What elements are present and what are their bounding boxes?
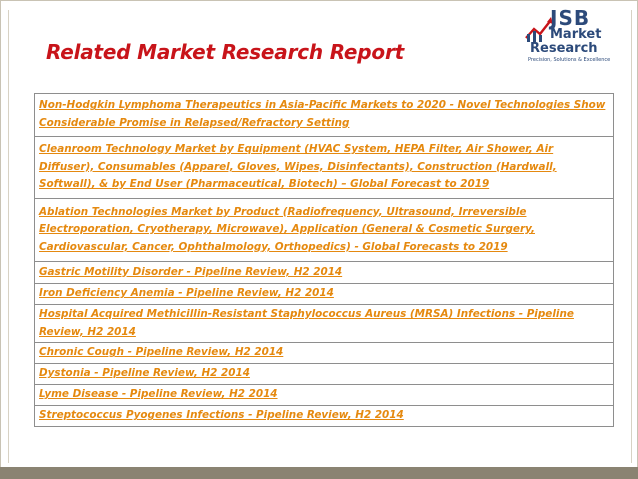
reports-table	[34, 93, 614, 427]
report-link[interactable]: Dystonia - Pipeline Review, H2 2014	[39, 367, 250, 380]
table-row	[35, 94, 614, 137]
report-cell	[35, 305, 614, 343]
report-link[interactable]: Cleanroom Technology Market by Equipment (HVAC System, HEPA Filter, Air Shower, Air Diffuser), Consumables (Apparel, Gloves, Wipes, Disinfectants), Construction (Hardwall, Softwall), & by End User (Pharmaceutical, Biotech) – Global Forecast to 2019	[39, 143, 557, 191]
logo-tagline: Precision, Solutions & Excellence	[528, 57, 611, 63]
report-cell	[35, 199, 614, 262]
report-cell	[35, 343, 614, 364]
table-row	[35, 284, 614, 305]
table-row	[35, 305, 614, 343]
report-cell	[35, 364, 614, 385]
report-link[interactable]: Hospital Acquired Methicillin-Resistant Staphylococcus Aureus (MRSA) Infections - Pipeline Review, H2 2014	[39, 308, 574, 338]
table-row	[35, 406, 614, 427]
company-logo	[524, 6, 634, 72]
report-link[interactable]: Non-Hodgkin Lymphoma Therapeutics in Asia-Pacific Markets to 2020 - Novel Technologies Show Considerable Promise in Relapsed/Refractory Setting	[39, 99, 606, 129]
footer-band	[0, 467, 638, 479]
left-border-rule	[8, 10, 9, 463]
report-link[interactable]: Gastric Motility Disorder - Pipeline Review, H2 2014	[39, 265, 343, 278]
report-cell	[35, 137, 614, 199]
table-row	[35, 137, 614, 199]
logo-brand-research: Research	[530, 41, 598, 56]
right-border-rule	[631, 10, 632, 463]
table-row	[35, 343, 614, 364]
table-row	[35, 364, 614, 385]
report-link[interactable]: Iron Deficiency Anemia - Pipeline Review, H2 2014	[39, 287, 334, 300]
report-link[interactable]: Ablation Technologies Market by Product (Radiofrequency, Ultrasound, Irreversible Electroporation, Cryotherapy, Microwave), Application (General & Cosmetic Surgery, Cardiovascular, Cancer, Ophthalmology, Orthopedics) - Global Forecasts to 2019	[39, 205, 535, 253]
report-cell	[35, 385, 614, 406]
logo-brand-market: Market	[550, 27, 602, 42]
report-link[interactable]: Chronic Cough - Pipeline Review, H2 2014	[39, 346, 284, 359]
report-cell	[35, 406, 614, 427]
table-row	[35, 385, 614, 406]
report-link[interactable]: Streptococcus Pyogenes Infections - Pipeline Review, H2 2014	[39, 409, 404, 422]
page-title: Related Market Research Report	[46, 40, 404, 64]
logo-brand-jsb: JSB	[550, 6, 591, 30]
report-link[interactable]: Lyme Disease - Pipeline Review, H2 2014	[39, 388, 278, 401]
report-cell	[35, 262, 614, 284]
table-row	[35, 199, 614, 262]
table-row	[35, 262, 614, 284]
report-cell	[35, 284, 614, 305]
report-cell	[35, 94, 614, 137]
